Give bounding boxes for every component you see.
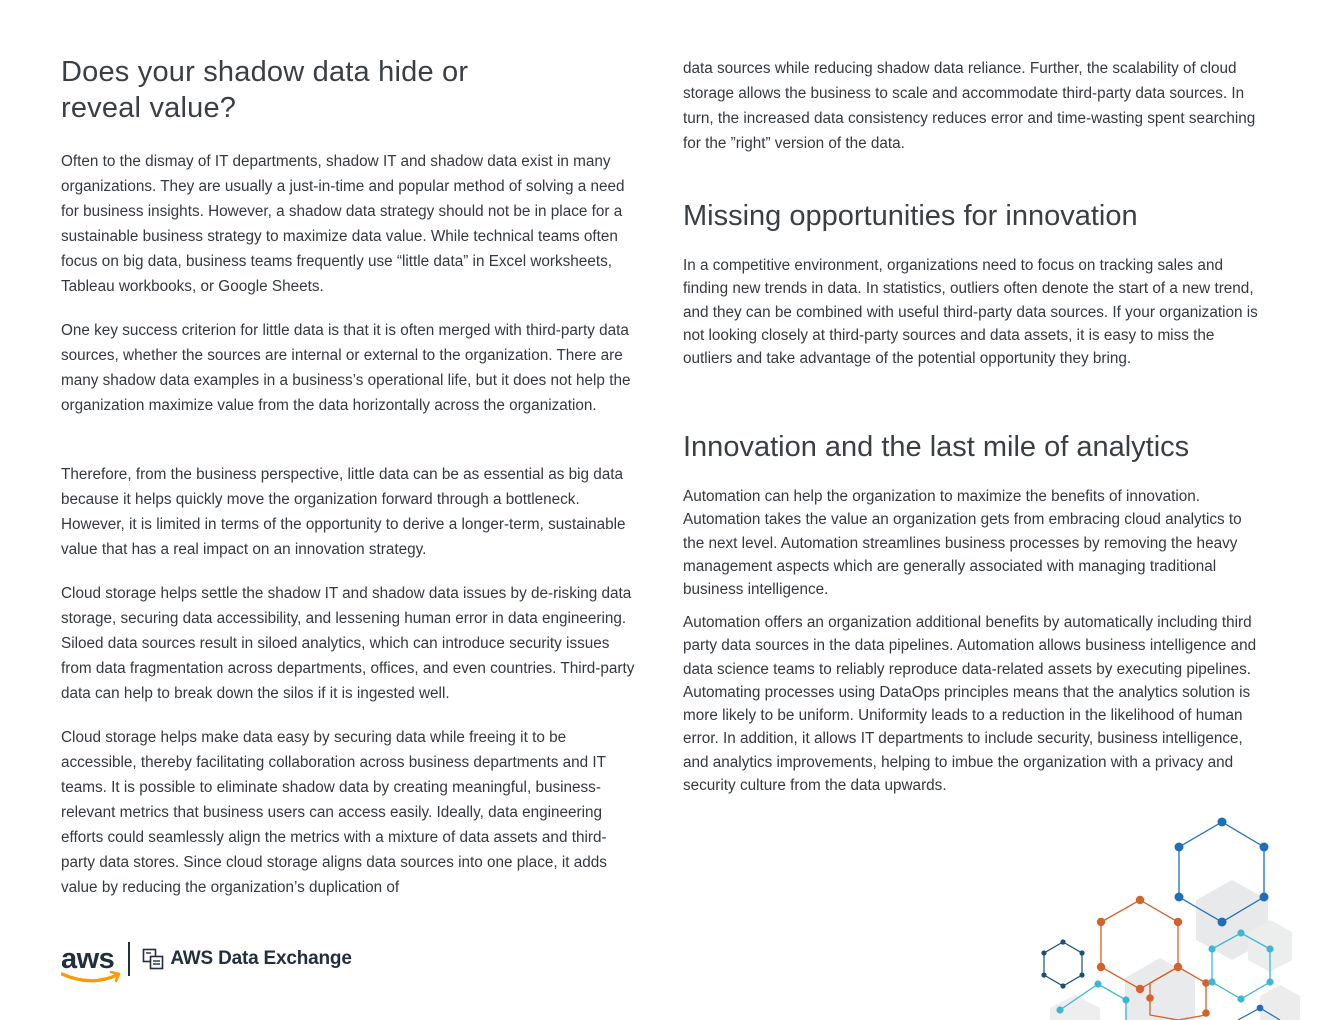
data-exchange-icon [142,948,164,970]
paragraph-automation-dataops: Automation offers an organization additional benefits by automatically including third party data sources in the data pipelines. Automation allows business intelligence and data science teams to reliably reproduce data-related assets by executing pipelines. Automating processes using DataOps principles means that the analytics solution is more likely to be uniform. Uniformity leads to a reduction in the likelihood of human error. In addition, it allows IT departments to include security, business intelligence, and analytics improvements, helping to imbue the organization with a privacy and security culture from the data upwards. [683,614,1257,795]
paragraph-cloud-storage-risk: Cloud storage helps settle the shadow IT and shadow data issues by de-risking data storage, securing data accessibility, and lessening human error in data engineering. Siloed data sources result in siloed analytics, which can introduce security issues from data fragmentation across departments, offices, and even countries. Third-party data can help to break down the silos if it is ingested well. [61,585,635,702]
page-title: Does your shadow data hide or reveal value? [61,56,469,124]
aws-smile-icon [61,971,123,985]
paragraph-competitive-environment: In a competitive environment, organizations need to focus on tracking sales and finding new trends in data. In statistics, outliers often denote the start of a new trend, and they can be combined with useful third-party data sources. If your organization is not looking closely at third-party sources and data assets, it is easy to miss the outliers and take advantage of the potential opportunity they bring. [683,257,1258,368]
aws-logo [61,943,115,975]
heading-last-mile-analytics: Innovation and the last mile of analytics [683,431,1190,463]
paragraph-shadow-it: Often to the dismay of IT departments, shadow IT and shadow data exist in many organizations. They are usually a just-in-time and popular method of solving a need for business insights. However, a shadow data strategy should not be in place for a sustainable business strategy to maximize data value. While technical teams often focus on big data, business teams frequently use “little data” in Excel worksheets, Tableau workbooks, or Google Sheets. [61,153,625,295]
hexagon-network-decoration [1030,810,1320,1020]
product-name: AWS Data Exchange [170,948,352,969]
logo-divider [128,942,130,976]
footer-logo [61,938,352,980]
paragraph-business-perspective: Therefore, from the business perspective, little data can be as essential as big data because it helps quickly move the organization forward through a bottleneck. However, it is limited in terms of the opportunity to derive a longer-term, sustainable value that has a real impact on an innovation strategy. [61,466,626,558]
paragraph-automation-benefits: Automation can help the organization to maximize the benefits of innovation. Automation takes the value an organization gets from embracing cloud analytics to the next level. Automation streamlines business processes by removing the heavy management aspects which are generally associated with managing traditional business intelligence. [683,488,1242,599]
paragraph-continuation: data sources while reducing shadow data reliance. Further, the scalability of cloud storage allows the business to scale and accommodate third-party data sources. In turn, the increased data consistency reduces error and time-wasting spent searching for the ”right” version of the data. [683,60,1256,152]
heading-missing-opportunities: Missing opportunities for innovation [683,200,1138,232]
paragraph-cloud-storage-easy: Cloud storage helps make data easy by securing data while freeing it to be accessible, thereby facilitating collaboration across business departments and IT teams. It is possible to eliminate shadow data by creating meaningful, business-relevant metrics that business users can access easily. Ideally, data engineering efforts could seamlessly align the metrics with a mixture of data assets and third-party data stores. Since cloud storage aligns data sources into one place, it adds value by reducing the organization’s duplication of [61,729,607,896]
paragraph-little-data: One key success criterion for little data is that it is often merged with third-party data sources, whether the sources are internal or external to the organization. There are many shadow data examples in a business’s operational life, but it does not help the organization maximize value from the data horizontally across the organization. [61,322,631,414]
aws-wordmark: aws [61,943,115,975]
